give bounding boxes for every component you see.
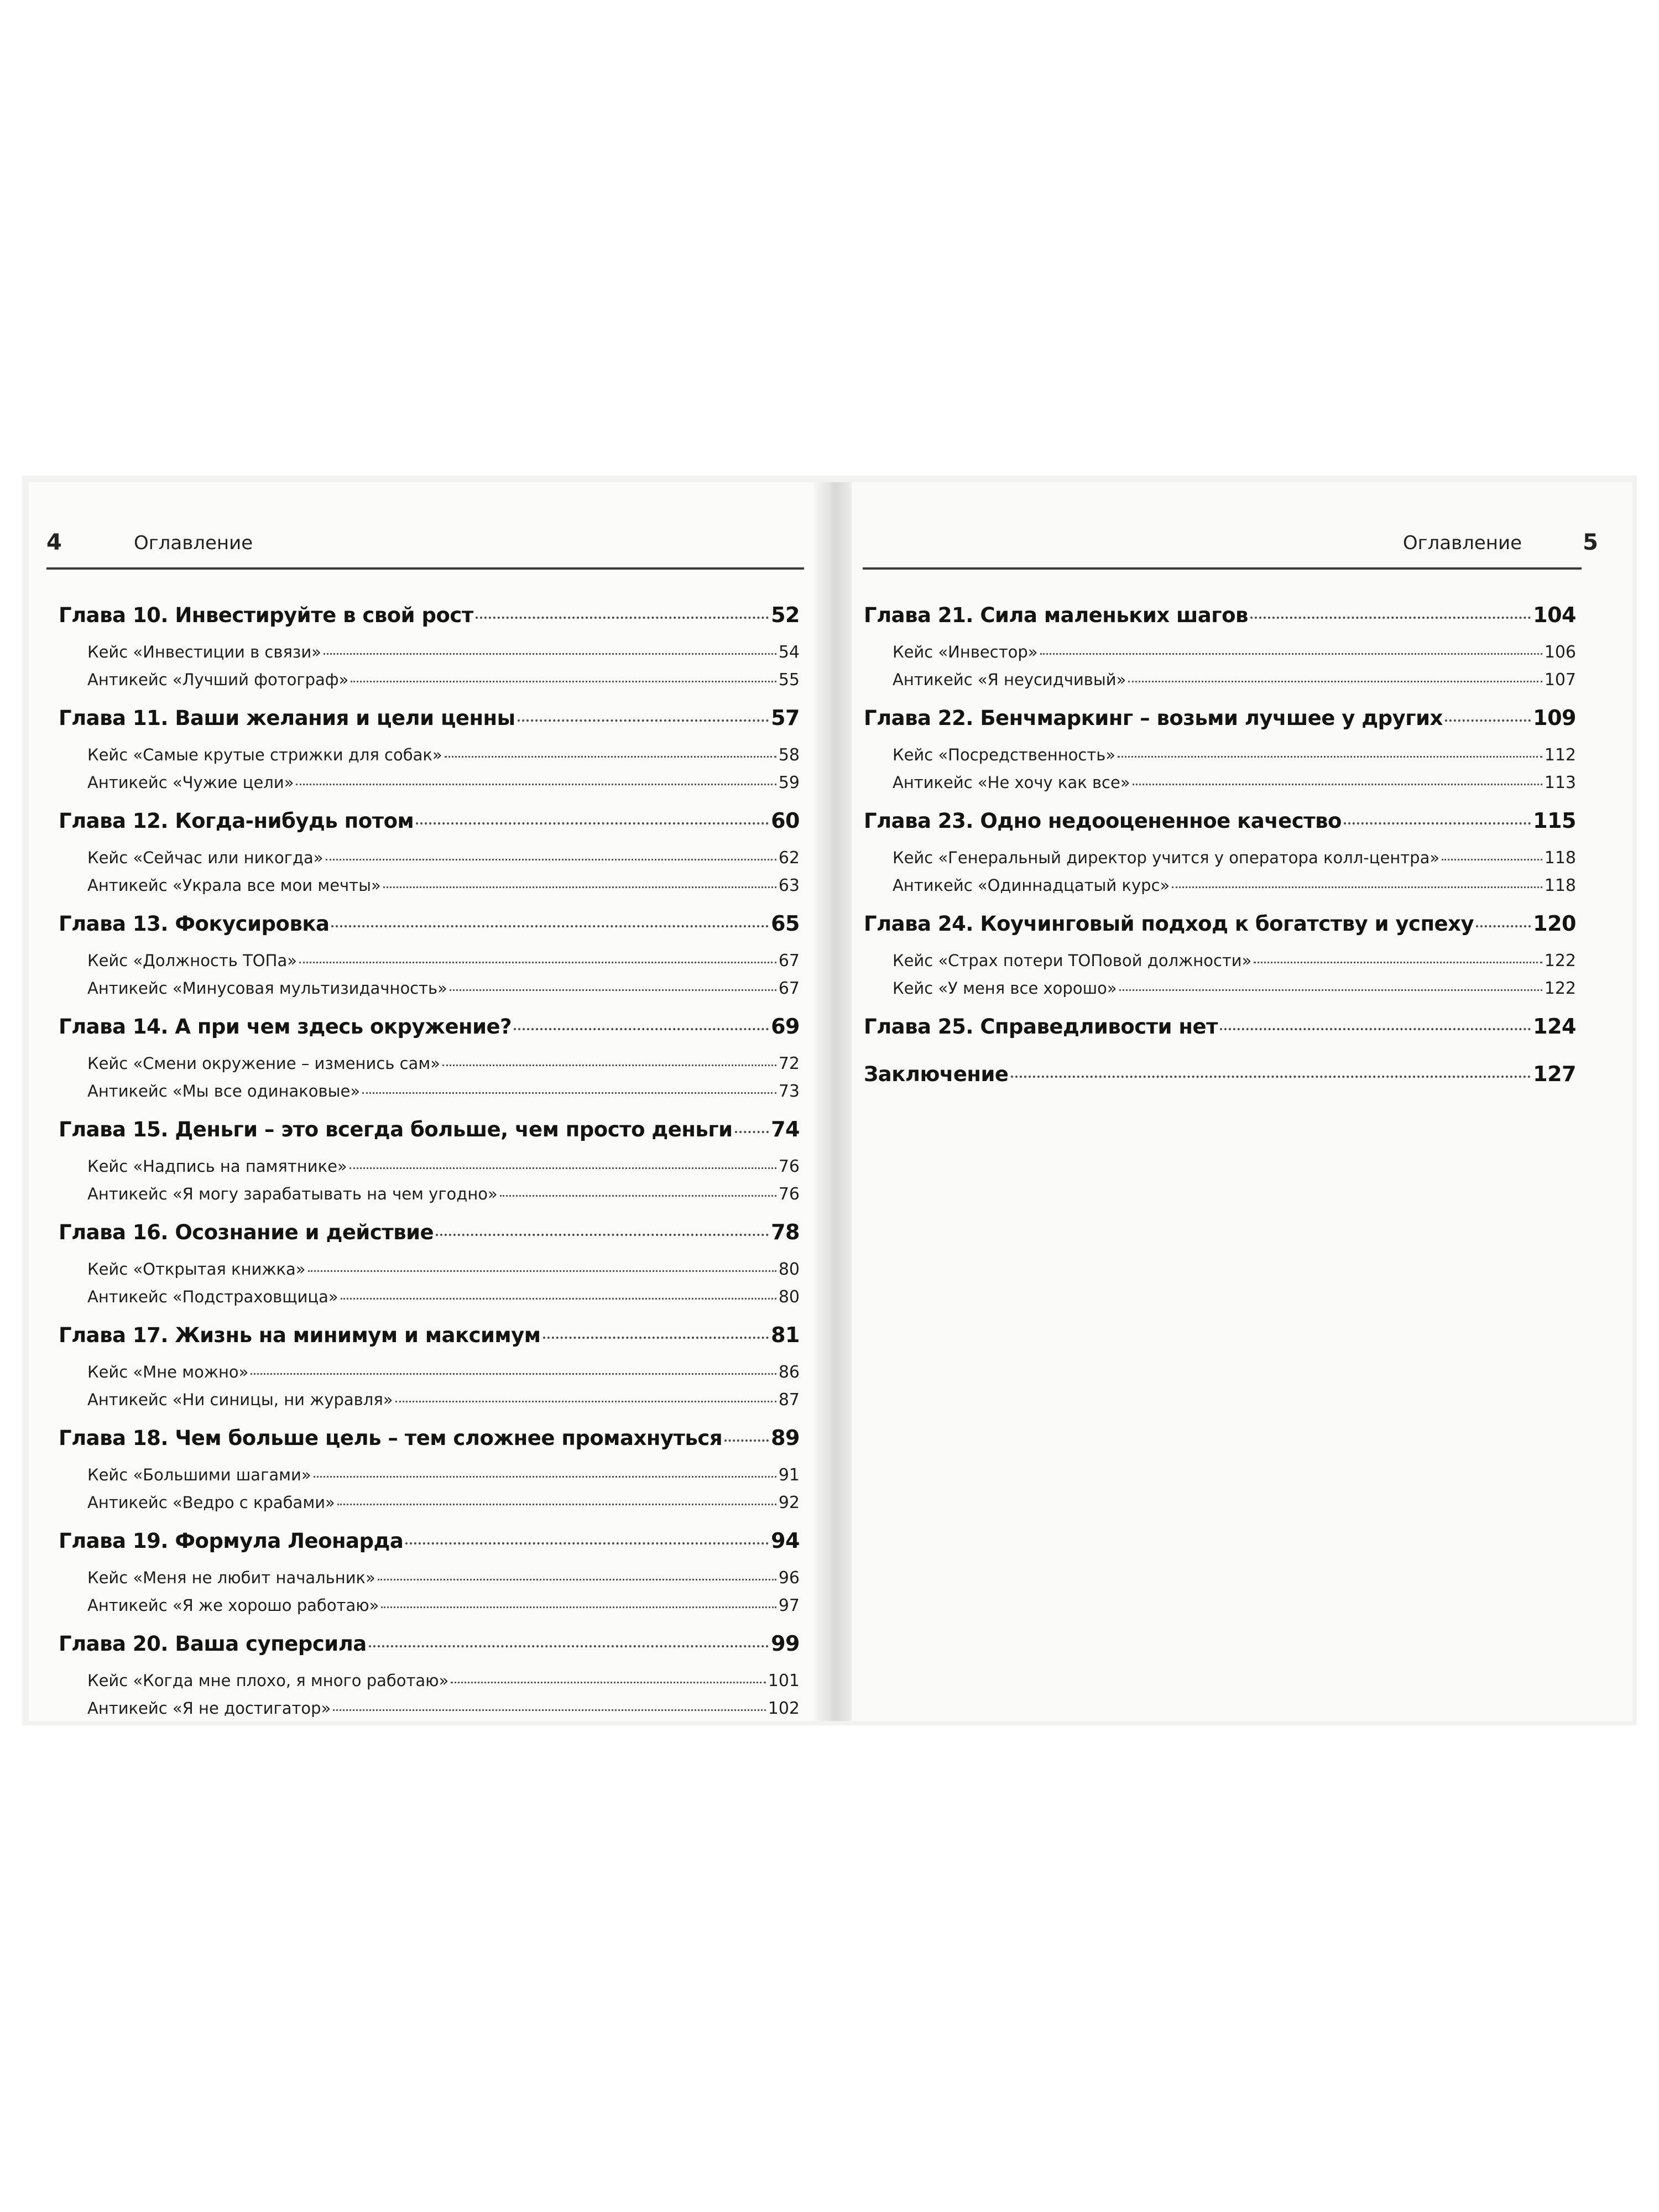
toc-case-entry — [59, 1493, 800, 1521]
toc-entry-page: 76 — [778, 1185, 800, 1204]
toc-case-entry — [59, 1465, 800, 1493]
right-running-title: Оглавление — [1402, 532, 1522, 554]
dot-leader — [378, 1579, 776, 1580]
toc-entry-page: 101 — [768, 1671, 800, 1691]
toc-case-entry — [59, 670, 800, 698]
right-page-number: 5 — [1583, 530, 1598, 555]
toc-entry-title: Глава 12. Когда-нибудь потом — [59, 809, 414, 833]
toc-entry-page: 107 — [1544, 670, 1576, 690]
dot-leader — [395, 1401, 776, 1402]
dot-leader — [308, 1270, 776, 1272]
toc-entry-title: Антикейс «Чужие цели» — [87, 773, 294, 792]
toc-case-entry — [864, 848, 1576, 876]
dot-leader — [500, 1195, 776, 1197]
toc-entry-page: 124 — [1533, 1014, 1576, 1039]
dot-leader — [1344, 822, 1531, 825]
dot-leader — [476, 617, 769, 619]
dot-leader — [1442, 859, 1542, 860]
toc-case-entry — [59, 1054, 800, 1082]
toc-entry-page: 55 — [778, 670, 800, 690]
toc-entry-page: 113 — [1544, 773, 1576, 792]
dot-leader — [362, 1092, 776, 1094]
toc-entry-page: 62 — [778, 848, 800, 868]
toc-entry-title: Глава 14. А при чем здесь окружение? — [59, 1015, 512, 1039]
toc-case-entry — [59, 1596, 800, 1624]
right-running-head — [863, 530, 1642, 561]
toc-entry-page: 54 — [778, 643, 800, 662]
toc-entry-page: 72 — [778, 1054, 800, 1073]
dot-leader — [436, 1234, 769, 1236]
toc-entry-page: 109 — [1533, 706, 1576, 730]
dot-leader — [324, 653, 776, 655]
toc-entry-title: Глава 17. Жизнь на минимум и максимум — [59, 1323, 541, 1347]
toc-entry-title: Глава 23. Одно недооцененное качество — [864, 809, 1342, 833]
toc-entry-page: 99 — [771, 1631, 800, 1656]
toc-entry-title: Антикейс «Ведро с крабами» — [87, 1493, 335, 1512]
toc-case-entry — [864, 876, 1576, 904]
toc-entry-page: 67 — [778, 979, 800, 998]
dot-leader — [299, 962, 776, 963]
dot-leader — [337, 1504, 776, 1505]
toc-entry-page: 87 — [778, 1390, 800, 1410]
toc-entry-title: Глава 24. Коучинговый подход к богатству и успеху — [864, 912, 1474, 936]
left-running-head — [46, 530, 804, 561]
toc-entry-title: Кейс «Надпись на памятнике» — [87, 1157, 347, 1176]
toc-case-entry — [59, 979, 800, 1006]
toc-entry-title: Антикейс «Я неусидчивый» — [893, 670, 1126, 689]
dot-leader — [1040, 653, 1542, 655]
dot-leader — [1476, 925, 1531, 927]
toc-chapter-entry — [864, 808, 1576, 848]
toc-entry-title: Кейс «Генеральный директор учится у оператора колл-центра» — [893, 848, 1440, 867]
dot-leader — [331, 925, 769, 927]
left-running-title: Оглавление — [134, 532, 253, 554]
toc-entry-page: 86 — [778, 1363, 800, 1382]
toc-entry-title: Глава 10. Инвестируйте в свой рост — [59, 603, 473, 627]
dot-leader — [450, 989, 776, 991]
toc-entry-page: 122 — [1544, 979, 1576, 998]
dot-leader — [416, 822, 769, 825]
toc-case-entry — [59, 1185, 800, 1212]
toc-entry-page: 102 — [768, 1699, 800, 1718]
toc-case-entry — [864, 745, 1576, 773]
toc-entry-page: 59 — [778, 773, 800, 792]
toc-case-entry — [59, 1568, 800, 1596]
toc-case-entry — [59, 773, 800, 801]
toc-entry-page: 63 — [778, 876, 800, 895]
book-gutter — [814, 482, 852, 1721]
dot-leader — [341, 1298, 776, 1300]
toc-entry-title: Глава 16. Осознание и действие — [59, 1220, 434, 1244]
toc-entry-title: Глава 18. Чем больше цель – тем сложнее промахнуться — [59, 1426, 723, 1450]
dot-leader — [543, 1337, 769, 1339]
dot-leader — [333, 1709, 765, 1711]
toc-entry-title: Антикейс «Ни синицы, ни журавля» — [87, 1390, 393, 1409]
toc-entry-title: Антикейс «Я не достигатор» — [87, 1699, 331, 1718]
toc-entry-page: 57 — [771, 706, 800, 730]
dot-leader — [1011, 1076, 1531, 1078]
toc-entry-page: 96 — [778, 1568, 800, 1588]
toc-case-entry — [864, 643, 1576, 670]
toc-chapter-entry — [59, 808, 800, 848]
toc-entry-page: 118 — [1544, 848, 1576, 868]
toc-chapter-entry — [59, 1220, 800, 1260]
toc-entry-title: Антикейс «Мы все одинаковые» — [87, 1082, 361, 1100]
dot-leader — [518, 719, 769, 722]
dot-leader — [383, 886, 776, 888]
toc-chapter-entry — [864, 706, 1576, 745]
left-page-number: 4 — [46, 530, 62, 555]
toc-entry-title: Глава 20. Ваша суперсила — [59, 1632, 367, 1656]
toc-entry-title: Заключение — [864, 1062, 1009, 1086]
toc-case-entry — [59, 1699, 800, 1726]
toc-entry-title: Кейс «Сейчас или никогда» — [87, 848, 324, 867]
toc-chapter-entry — [864, 603, 1576, 643]
toc-case-entry — [864, 951, 1576, 979]
toc-entry-page: 97 — [778, 1596, 800, 1615]
toc-entry-page: 81 — [771, 1323, 800, 1347]
toc-entry-page: 127 — [1533, 1062, 1576, 1086]
toc-chapter-entry — [59, 706, 800, 745]
toc-chapter-entry — [59, 1528, 800, 1568]
dot-leader — [296, 784, 776, 785]
toc-case-entry — [59, 1671, 800, 1699]
toc-entry-page: 92 — [778, 1493, 800, 1512]
dot-leader — [381, 1606, 776, 1608]
toc-entry-title: Глава 19. Формула Леонарда — [59, 1529, 404, 1553]
toc-entry-page: 67 — [778, 951, 800, 971]
toc-entry-page: 69 — [771, 1014, 800, 1039]
toc-case-entry — [59, 1082, 800, 1109]
toc-entry-title: Кейс «Инвестор» — [893, 643, 1038, 661]
toc-chapter-entry — [59, 1117, 800, 1157]
toc-entry-page: 58 — [778, 745, 800, 765]
toc-case-entry — [59, 643, 800, 670]
toc-entry-page: 104 — [1533, 603, 1576, 627]
toc-entry-page: 106 — [1544, 643, 1576, 662]
toc-chapter-entry — [59, 1426, 800, 1465]
toc-case-entry — [864, 979, 1576, 1006]
toc-entry-title: Глава 11. Ваши желания и цели ценны — [59, 706, 515, 730]
toc-entry-page: 78 — [771, 1220, 800, 1244]
dot-leader — [1118, 756, 1542, 758]
toc-entry-title: Антикейс «Украла все мои мечты» — [87, 876, 381, 895]
dot-leader — [351, 681, 776, 682]
toc-entry-page: 76 — [778, 1157, 800, 1176]
toc-entry-title: Кейс «Страх потери ТОПовой должности» — [893, 951, 1252, 970]
toc-chapter-entry — [59, 1631, 800, 1671]
toc-case-entry — [59, 745, 800, 773]
toc-entry-title: Кейс «Меня не любит начальник» — [87, 1568, 375, 1587]
dot-leader — [405, 1542, 769, 1545]
toc-entry-title: Антикейс «Лучший фотограф» — [87, 670, 349, 689]
toc-entry-title: Кейс «У меня все хорошо» — [893, 979, 1117, 998]
dot-leader — [442, 1065, 776, 1066]
toc-entry-title: Глава 25. Справедливости нет — [864, 1015, 1218, 1039]
toc-entry-title: Кейс «Большими шагами» — [87, 1465, 311, 1484]
dot-leader — [1133, 784, 1542, 785]
dot-leader — [314, 1476, 776, 1478]
dot-leader — [1172, 886, 1542, 888]
toc-entry-page: 118 — [1544, 876, 1576, 895]
toc-entry-page: 122 — [1544, 951, 1576, 971]
toc-entry-title: Глава 13. Фокусировка — [59, 912, 330, 936]
toc-entry-page: 60 — [771, 808, 800, 833]
toc-case-entry — [59, 1157, 800, 1185]
toc-entry-title: Антикейс «Я же хорошо работаю» — [87, 1596, 379, 1615]
toc-entry-title: Глава 15. Деньги – это всегда больше, чем просто деньги — [59, 1118, 733, 1141]
toc-entry-title: Антикейс «Минусовая мультизидачность» — [87, 979, 447, 998]
dot-leader — [724, 1439, 769, 1442]
toc-case-entry — [59, 1287, 800, 1315]
dot-leader — [445, 756, 776, 758]
toc-entry-page: 74 — [771, 1117, 800, 1141]
toc-entry-page: 94 — [771, 1528, 800, 1553]
toc-chapter-entry — [59, 911, 800, 951]
dot-leader — [1119, 989, 1542, 991]
dot-leader — [326, 859, 776, 860]
toc-chapter-entry — [59, 603, 800, 643]
dot-leader — [735, 1131, 769, 1133]
dot-leader — [349, 1167, 776, 1169]
toc-entry-page: 73 — [778, 1082, 800, 1101]
toc-case-entry — [59, 951, 800, 979]
dot-leader — [1128, 681, 1542, 682]
toc-entry-page: 89 — [771, 1426, 800, 1450]
toc-entry-page: 52 — [771, 603, 800, 627]
toc-entry-title: Кейс «Инвестиции в связи» — [87, 643, 321, 661]
toc-entry-page: 91 — [778, 1465, 800, 1485]
toc-case-entry — [59, 848, 800, 876]
toc-entry-title: Кейс «Смени окружение – изменись сам» — [87, 1054, 440, 1073]
toc-entry-title: Антикейс «Подстраховщица» — [87, 1287, 338, 1306]
toc-entry-title: Кейс «Мне можно» — [87, 1363, 249, 1381]
dot-leader — [1250, 617, 1531, 619]
toc-entry-title: Глава 22. Бенчмаркинг – возьми лучшее у других — [864, 706, 1443, 730]
dot-leader — [369, 1645, 769, 1647]
toc-entry-title: Кейс «Посредственность» — [893, 745, 1116, 764]
toc-entry-page: 80 — [778, 1287, 800, 1307]
toc-entry-title: Кейс «Самые крутые стрижки для собак» — [87, 745, 442, 764]
toc-entry-title: Антикейс «Я могу зарабатывать на чем угодно» — [87, 1185, 498, 1203]
toc-entry-title: Антикейс «Одиннадцатый курс» — [893, 876, 1170, 895]
toc-case-entry — [59, 1390, 800, 1418]
toc-entry-title: Кейс «Должность ТОПа» — [87, 951, 297, 970]
dot-leader — [1445, 719, 1531, 722]
toc-entry-page: 120 — [1533, 911, 1576, 936]
toc-entry-page: 112 — [1544, 745, 1576, 765]
toc-case-entry — [864, 670, 1576, 698]
dot-leader — [251, 1373, 776, 1375]
dot-leader — [1220, 1028, 1531, 1030]
toc-case-entry — [59, 1260, 800, 1287]
toc-entry-page: 65 — [771, 911, 800, 936]
toc-entry-page: 80 — [778, 1260, 800, 1279]
toc-chapter-entry — [864, 911, 1576, 951]
toc-case-entry — [59, 1363, 800, 1390]
dot-leader — [514, 1028, 769, 1030]
toc-entry-title: Кейс «Когда мне плохо, я много работаю» — [87, 1671, 449, 1690]
toc-case-entry — [864, 773, 1576, 801]
right-toc — [864, 603, 1576, 1102]
left-toc — [59, 603, 800, 1726]
dot-leader — [451, 1682, 765, 1683]
toc-entry-title: Кейс «Открытая книжка» — [87, 1260, 306, 1279]
toc-chapter-entry — [59, 1014, 800, 1054]
toc-entry-title: Глава 21. Сила маленьких шагов — [864, 603, 1248, 627]
toc-entry-page: 115 — [1533, 808, 1576, 833]
dot-leader — [1254, 962, 1542, 963]
toc-chapter-entry — [59, 1323, 800, 1363]
toc-case-entry — [59, 876, 800, 904]
toc-chapter-entry — [864, 1014, 1576, 1054]
right-header-rule — [863, 567, 1582, 570]
left-header-rule — [46, 567, 804, 570]
toc-chapter-entry — [864, 1062, 1576, 1102]
toc-entry-title: Антикейс «Не хочу как все» — [893, 773, 1130, 792]
